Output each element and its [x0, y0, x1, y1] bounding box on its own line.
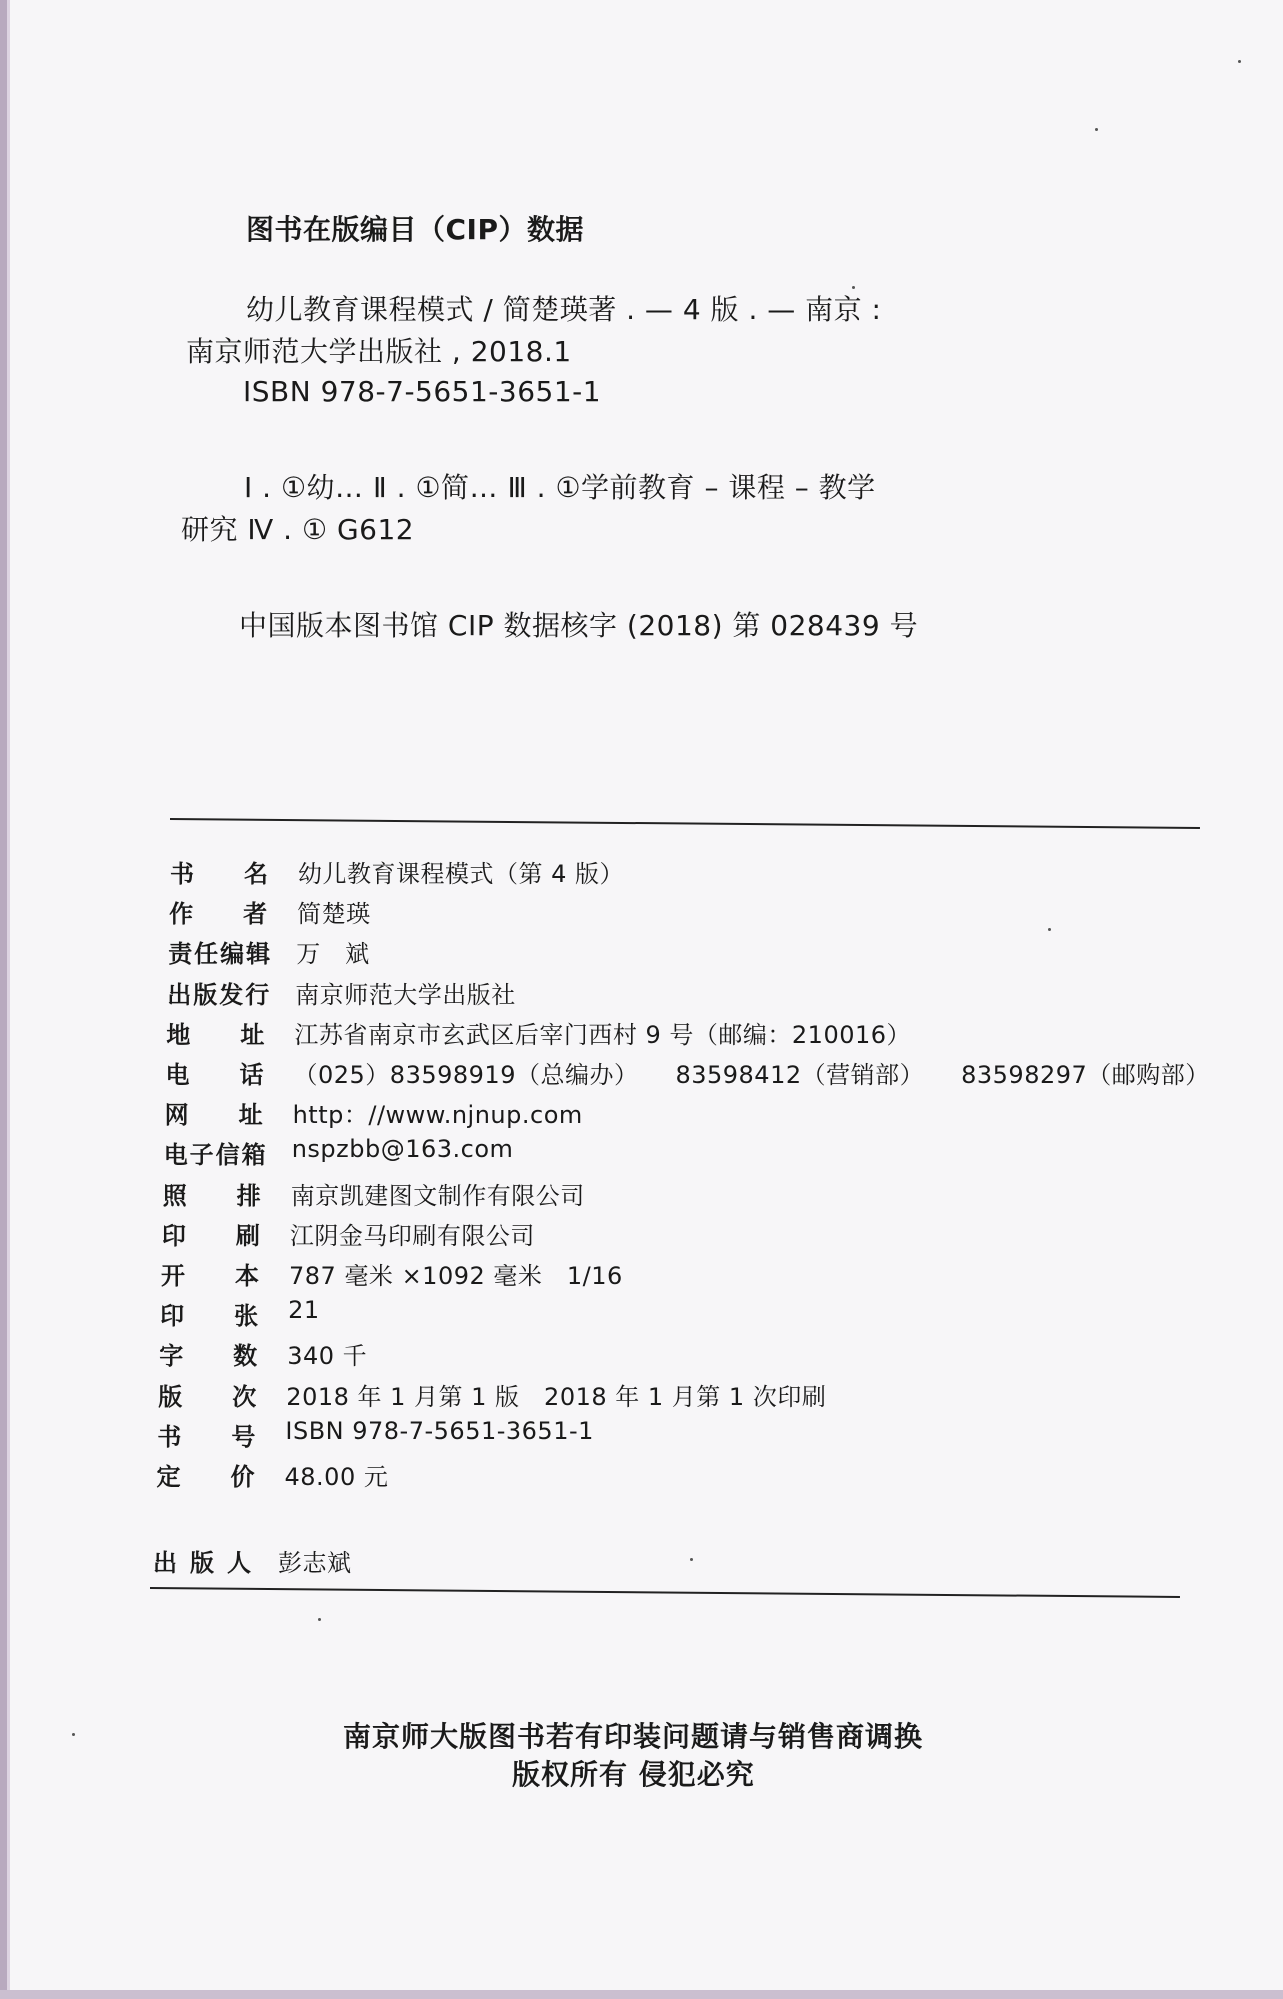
page-edge-left-shadow	[7, 0, 10, 1999]
info-label: 书 号	[157, 1422, 258, 1451]
scan-speck	[690, 1558, 693, 1561]
info-value: 340 千	[287, 1342, 368, 1371]
cip-heading: 图书在版编目（CIP）数据	[246, 213, 584, 246]
page-edge-left	[0, 0, 7, 1999]
bottom-divider-rule	[150, 1587, 1180, 1598]
footer-notice-line-2: 版权所有 侵犯必究	[512, 1758, 755, 1791]
top-divider-rule	[170, 818, 1200, 829]
info-label: 印 刷	[161, 1221, 262, 1250]
info-value: （025）83598919（总编办） 83598412（营销部） 83598297（邮购部）	[293, 1061, 1210, 1089]
info-label: 出版发行	[167, 980, 272, 1009]
info-label: 责任编辑	[168, 940, 273, 969]
info-label: 电子信箱	[163, 1141, 268, 1170]
publisher-person-label: 出 版 人	[153, 1549, 253, 1577]
info-value: 江苏省南京市玄武区后宰门西村 9 号（邮编：210016）	[294, 1020, 912, 1049]
info-value: 787 毫米 ×1092 毫米 1/16	[289, 1262, 623, 1290]
info-label: 网 址	[164, 1101, 265, 1130]
page-edge-bottom	[0, 1990, 1283, 1999]
info-label: 电 话	[165, 1061, 266, 1089]
info-value: nspzbb@163.com	[291, 1135, 514, 1164]
info-label: 开 本	[161, 1262, 261, 1290]
scan-speck	[318, 1618, 321, 1621]
info-value: 南京师范大学出版社	[295, 980, 516, 1009]
info-label: 字 数	[159, 1342, 260, 1371]
info-value: 幼儿教育课程模式（第 4 版）	[298, 860, 625, 888]
info-value: 江阴金马印刷有限公司	[289, 1221, 535, 1250]
cip-approval-number: 中国版本图书馆 CIP 数据核字 (2018) 第 028439 号	[239, 609, 919, 642]
cip-classification-line-1: Ⅰ . ①幼… Ⅱ . ①简… Ⅲ . ①学前教育 – 课程 – 教学	[244, 471, 876, 504]
info-value: 2018 年 1 月第 1 版 2018 年 1 月第 1 次印刷	[286, 1382, 827, 1411]
info-label: 作 者	[169, 900, 270, 929]
info-value: http：//www.njnup.com	[292, 1101, 583, 1130]
info-label: 定 价	[156, 1463, 257, 1491]
info-value: ISBN 978-7-5651-3651-1	[285, 1416, 594, 1445]
footer-notice-line-1: 南京师大版图书若有印装问题请与销售商调换	[343, 1720, 924, 1753]
info-value: 万 斌	[296, 940, 370, 969]
info-value: 48.00 元	[284, 1463, 389, 1491]
scan-speck	[72, 1733, 75, 1736]
publisher-person-value: 彭志斌	[278, 1549, 352, 1577]
info-value: 简楚瑛	[297, 900, 371, 929]
scan-speck	[1095, 128, 1098, 131]
cip-title-line: 幼儿教育课程模式 / 简楚瑛著 . — 4 版 . — 南京 :	[246, 293, 882, 326]
cip-publisher-line: 南京师范大学出版社 , 2018.1	[186, 335, 572, 368]
info-label: 版 次	[158, 1382, 259, 1411]
scan-speck	[1048, 928, 1051, 931]
scan-speck	[1238, 60, 1241, 63]
info-label: 书 名	[170, 860, 270, 888]
cip-classification-line-2: 研究 Ⅳ . ① G612	[181, 513, 415, 546]
info-value: 21	[288, 1296, 320, 1325]
info-value: 南京凯建图文制作有限公司	[290, 1181, 585, 1210]
cip-isbn-line: ISBN 978-7-5651-3651-1	[243, 375, 602, 408]
info-label: 照 排	[162, 1181, 263, 1210]
info-label: 地 址	[166, 1020, 267, 1049]
info-label: 印 张	[160, 1302, 261, 1331]
